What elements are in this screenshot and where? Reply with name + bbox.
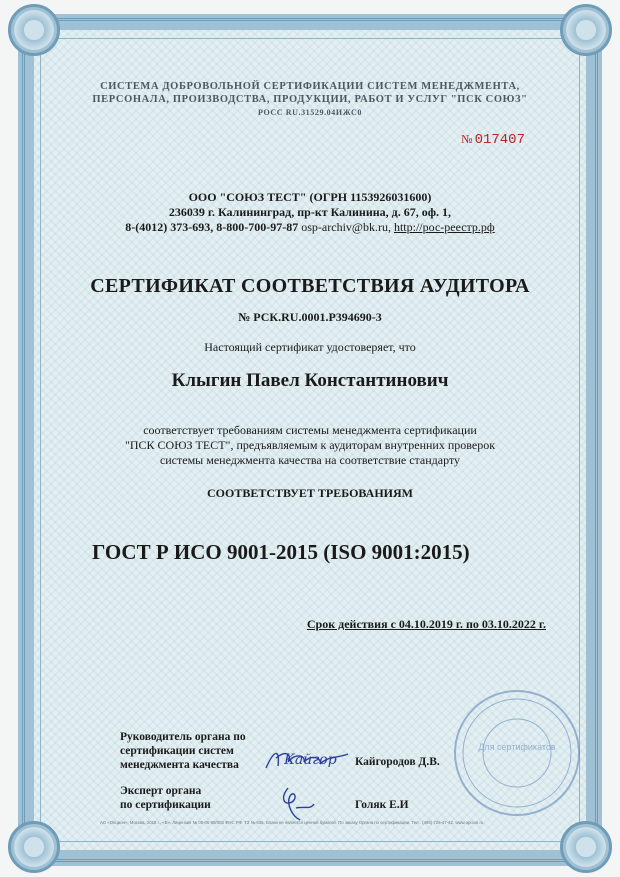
head-signature bbox=[262, 740, 352, 776]
head-name: Кайгородов Д.В. bbox=[355, 756, 440, 768]
role-line: Руководитель органа по bbox=[120, 731, 246, 743]
system-line-1: СИСТЕМА ДОБРОВОЛЬНОЙ СЕРТИФИКАЦИИ СИСТЕМ МЕНЕДЖМЕНТА, bbox=[100, 81, 520, 92]
head-of-body-role bbox=[120, 730, 246, 772]
organization-email[interactable]: osp-archiv@bk.ru, bbox=[301, 220, 391, 234]
expert-role bbox=[120, 784, 211, 812]
organization-block bbox=[0, 190, 620, 235]
corner-rosette-icon bbox=[8, 4, 60, 56]
corner-rosette-icon bbox=[560, 4, 612, 56]
corner-rosette-icon bbox=[8, 821, 60, 873]
blank-number-label: № bbox=[461, 132, 473, 146]
certifies-text: Настоящий сертификат удостоверяет, что bbox=[204, 340, 416, 354]
compliance-line-2: "ПСК СОЮЗ ТЕСТ", предъявляемым к аудиторам внутренних проверок bbox=[124, 438, 496, 452]
auditor-name: Клыгин Павел Константинович bbox=[171, 370, 449, 391]
svg-text:Для сертификатов: Для сертификатов bbox=[478, 742, 556, 752]
svg-text:Кайгор: Кайгор bbox=[284, 752, 337, 768]
expert-name: Голяк Е.И bbox=[355, 799, 409, 811]
registration-number: РОСС RU.31529.04ИЖС0 bbox=[258, 108, 362, 117]
organization-address: 236039 г. Калининград, пр-кт Калинина, д. 67, оф. 1, bbox=[168, 205, 452, 219]
compliance-statement bbox=[0, 423, 620, 468]
organization-contacts bbox=[0, 220, 620, 235]
system-line-2: ПЕРСОНАЛА, ПРОИЗВОДСТВА, ПРОДУКЦИИ, РАБОТ И УСЛУГ "ПСК СОЮЗ" bbox=[92, 94, 528, 105]
validity-period: Срок действия с 04.10.2019 г. по 03.10.2022 г. bbox=[306, 617, 546, 631]
blank-number-value: 017407 bbox=[474, 132, 525, 148]
printer-fineprint: АО «Опцион», Москва, 2018 г., «В». Лицензия № 05-05-09/003 ФНС РФ. ТЗ № 935. Бланк не является ценной бумагой. По заказу Органа по сертификации. Тел.: (495) 726-47-42, www.opcion.ru bbox=[100, 820, 484, 825]
blank-number bbox=[461, 132, 525, 148]
organization-phones: 8-(4012) 373-693, 8-800-700-97-87 bbox=[125, 220, 299, 234]
certificate-title: СЕРТИФИКАТ СООТВЕТСТВИЯ АУДИТОРА bbox=[90, 275, 530, 297]
organization-name: ООО "СОЮЗ ТЕСТ" (ОГРН 1153926031600) bbox=[188, 190, 432, 204]
certification-system-header bbox=[0, 80, 620, 119]
seal-stamp-icon bbox=[452, 688, 582, 818]
compliance-line-3: системы менеджмента качества на соответствие стандарту bbox=[159, 453, 461, 467]
verdict-text: СООТВЕТСТВУЕТ ТРЕБОВАНИЯМ bbox=[207, 486, 413, 500]
role-line: Эксперт органа bbox=[120, 785, 202, 797]
role-line: по сертификации bbox=[120, 799, 211, 811]
corner-rosette-icon bbox=[560, 821, 612, 873]
role-line: менеджмента качества bbox=[120, 759, 239, 771]
organization-site-link[interactable]: http://рос-реестр.рф bbox=[393, 220, 495, 234]
standard-name: ГОСТ Р ИСО 9001-2015 (ISO 9001:2015) bbox=[92, 540, 470, 564]
certificate-number: № РСК.RU.0001.Р394690-3 bbox=[238, 310, 382, 324]
role-line: сертификации систем bbox=[120, 745, 234, 757]
compliance-line-1: соответствует требованиям системы менеджмента сертификации bbox=[143, 423, 477, 437]
